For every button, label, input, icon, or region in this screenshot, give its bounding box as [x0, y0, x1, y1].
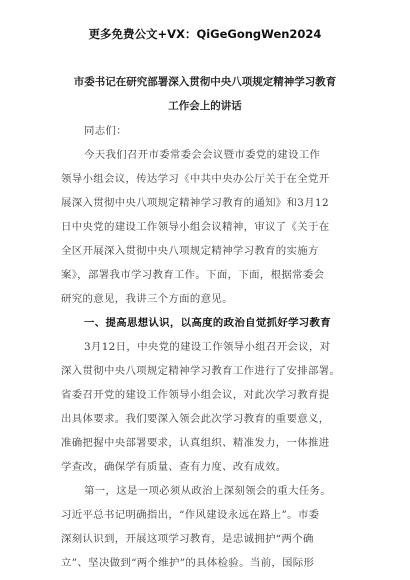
body-line: 领导小组会议，传达学习《中共中央办公厅关于在全党开 — [61, 173, 330, 185]
body-line: 省委召开党的建设工作领导小组会议，对此次学习教育提 — [61, 389, 330, 401]
body-line: 今天我们召开市委常委会会议暨市委党的建设工作 — [84, 149, 321, 161]
body-line: 准确把握中央部署要求，认真组织、精准发力，一体推进 — [61, 437, 330, 449]
document-title-line-1: 市委书记在研究部署深入贯彻中央八项规定精神学习教育 — [73, 76, 337, 88]
body-line: 立”、坚决做到“两个维护”的具体检验。当前，国际形 — [61, 557, 315, 569]
body-line: 学查改，确保学有质量、查有力度、改有成效。 — [61, 461, 287, 473]
body-line: 展深入贯彻中央八项规定精神学习教育的通知》和3月12 — [61, 197, 329, 209]
body-line: 深入贯彻中央八项规定精神学习教育工作进行了安排部署。 — [61, 365, 341, 377]
section-heading: 一、提高思想认识，以高度的政治自觉抓好学习教育 — [84, 317, 332, 329]
body-line: 出具体要求。我们要深入领会此次学习教育的重要意义， — [61, 413, 330, 425]
body-line: 习近平总书记明确指出，“作风建设永远在路上”。市委 — [61, 509, 320, 521]
body-line: 日中央党的建设工作领导小组会议精神，审议了《关于在 — [61, 221, 330, 233]
body-line: 研究的意见，我讲三个方面的意见。 — [61, 293, 233, 305]
body-line: 深刻认识到，开展这项学习教育，是忠诚拥护“两个确 — [61, 533, 314, 545]
body-line: 全区开展深入贯彻中央八项规定精神学习教育的实施方 — [61, 245, 319, 257]
document-title-line-2: 工作会上的讲话 — [168, 100, 242, 112]
body-line: 3月12日，中央党的建设工作领导小组召开会议，对 — [84, 341, 331, 353]
salutation: 同志们： — [84, 125, 127, 137]
promo-banner: 更多免费公文+VX：QiGeGongWen2024 — [88, 27, 322, 41]
body-line: 第一，这是一项必须从政治上深刻领会的重大任务。 — [84, 485, 332, 497]
body-line: 案》，部署我市学习教育工作。下面，下面，根据常委会 — [61, 269, 325, 281]
